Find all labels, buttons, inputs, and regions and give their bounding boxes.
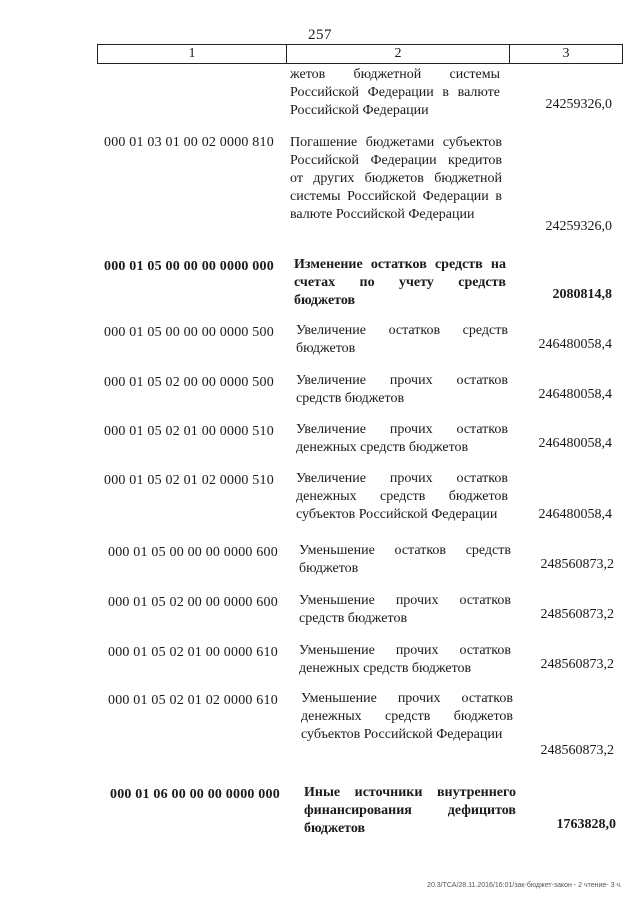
row-description: Увеличение прочих остатков средств бюджетов xyxy=(296,373,508,406)
header-col-2: 2 xyxy=(287,45,510,63)
row-description: Погашение бюджетами субъектов Российской Федерации кредитов от других бюджетов бюджетной системы Российской Федерации в валюте Российской Федерации xyxy=(290,135,502,222)
row-code: 000 01 06 00 00 00 0000 000 xyxy=(110,787,280,802)
row-code: 000 01 05 02 01 00 0000 510 xyxy=(104,424,274,439)
row-description: Увеличение остатков средств бюджетов xyxy=(296,323,508,356)
row-code: 000 01 05 02 01 02 0000 610 xyxy=(108,693,278,708)
row-amount: 2080814,8 xyxy=(552,287,612,302)
row-description: Уменьшение прочих остатков денежных средств бюджетов xyxy=(299,643,511,676)
row-description: Уменьшение прочих остатков денежных средств бюджетов субъектов Российской Федерации xyxy=(301,691,513,742)
row-description: Изменение остатков средств на счетах по учету средств бюджетов xyxy=(294,257,506,308)
row-code: 000 01 05 02 00 00 0000 500 xyxy=(104,375,274,390)
page-number: 257 xyxy=(308,27,332,43)
row-code: 000 01 05 00 00 00 0000 000 xyxy=(104,259,274,274)
header-col-1: 1 xyxy=(98,45,287,63)
row-amount: 24259326,0 xyxy=(545,219,612,234)
row-code: 000 01 03 01 00 02 0000 810 xyxy=(104,135,274,150)
row-code: 000 01 05 00 00 00 0000 600 xyxy=(108,545,278,560)
row-amount: 1763828,0 xyxy=(556,817,616,832)
row-amount: 248560873,2 xyxy=(540,657,614,672)
footer-note: 20.3/ТСА/28.11.2016/16:01/зак-бюджет-закон - 2 чтение- 3 ч. xyxy=(427,882,622,889)
row-description: Уменьшение прочих остатков средств бюджетов xyxy=(299,593,511,626)
row-amount: 246480058,4 xyxy=(538,507,612,522)
row-amount: 248560873,2 xyxy=(540,743,614,758)
table-header xyxy=(97,44,623,64)
row-description: Уменьшение остатков средств бюджетов xyxy=(299,543,511,576)
header-col-3: 3 xyxy=(562,46,570,61)
row-amount: 24259326,0 xyxy=(545,97,612,112)
row-description: Увеличение прочих остатков денежных средств бюджетов xyxy=(296,422,508,455)
row-amount: 246480058,4 xyxy=(538,436,612,451)
row-code: 000 01 05 02 01 00 0000 610 xyxy=(108,645,278,660)
row-code: 000 01 05 00 00 00 0000 500 xyxy=(104,325,274,340)
row-description: Иные источники внутреннего финансирования дефицитов бюджетов xyxy=(304,785,516,836)
row-description: жетов бюджетной системы Российской Федерации в валюте Российской Федерации xyxy=(290,67,500,118)
row-amount: 246480058,4 xyxy=(538,387,612,402)
row-code: 000 01 05 02 00 00 0000 600 xyxy=(108,595,278,610)
row-code: 000 01 05 02 01 02 0000 510 xyxy=(104,473,274,488)
row-amount: 246480058,4 xyxy=(538,337,612,352)
row-amount: 248560873,2 xyxy=(540,607,614,622)
row-amount: 248560873,2 xyxy=(540,557,614,572)
row-description: Увеличение прочих остатков денежных средств бюджетов субъектов Российской Федерации xyxy=(296,471,508,522)
